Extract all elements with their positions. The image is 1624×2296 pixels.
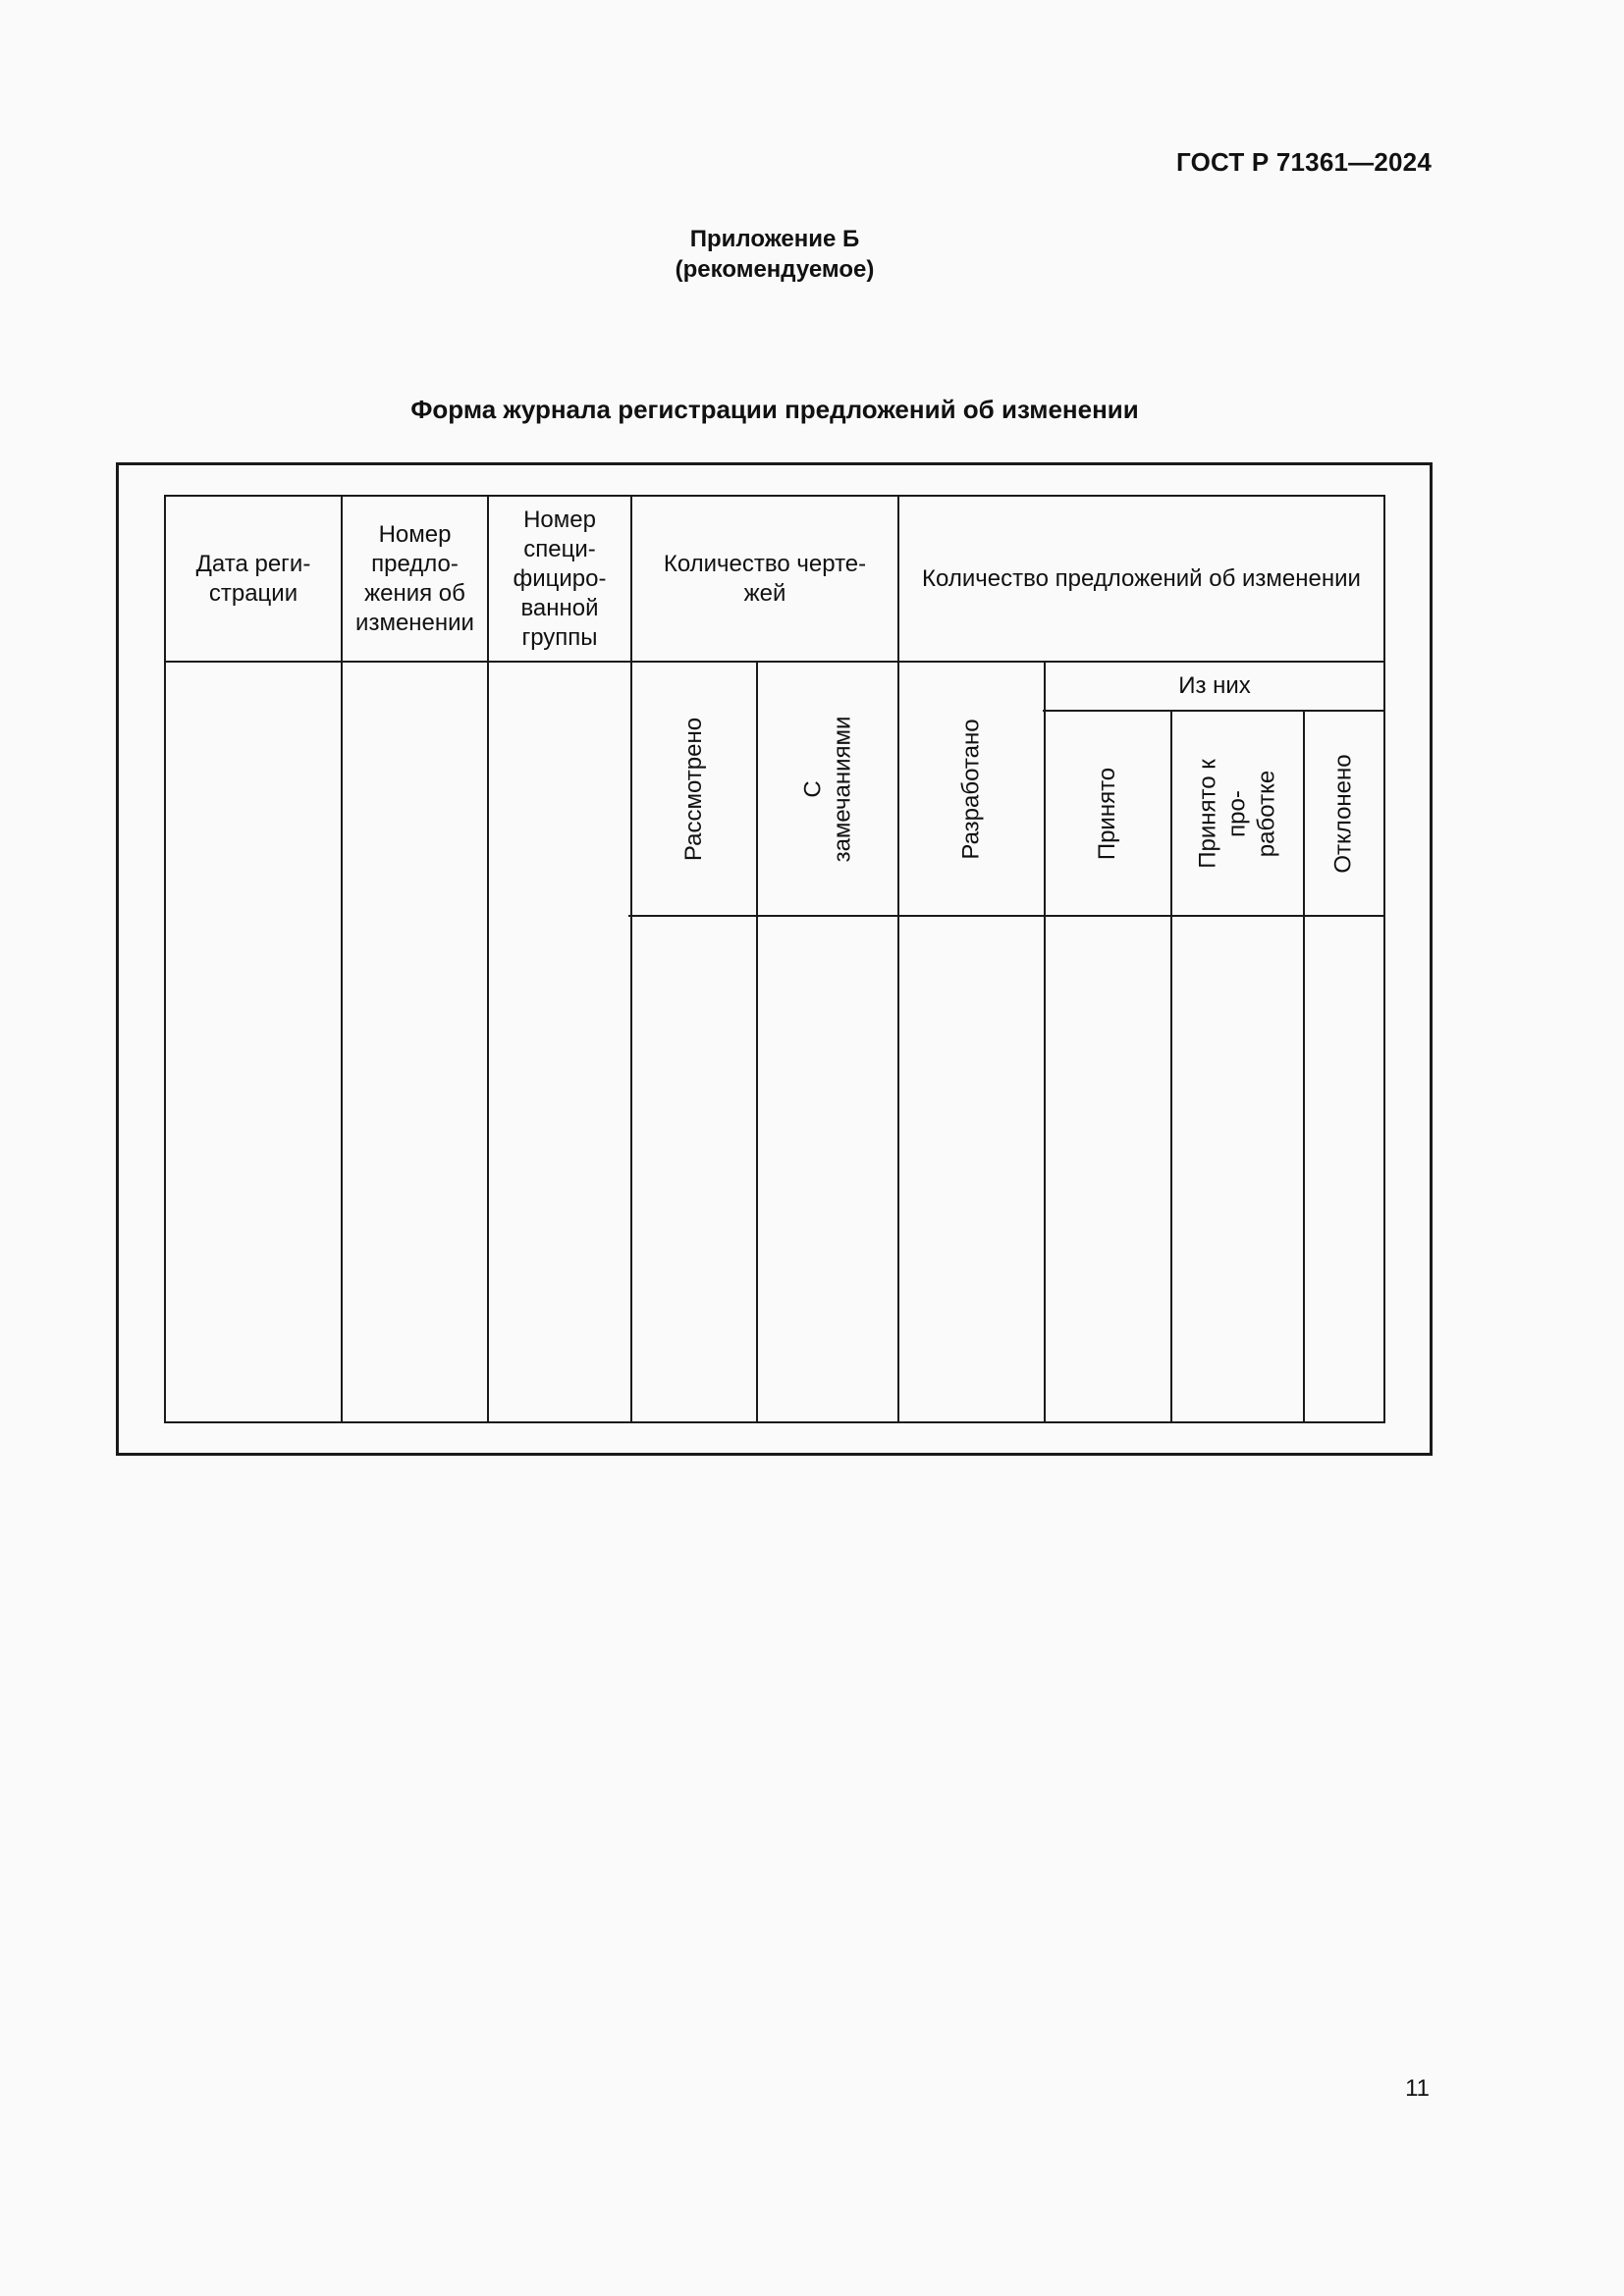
registration-table bbox=[164, 495, 1385, 1423]
form-title: Форма журнала регистрации предложений об изменении bbox=[410, 395, 1139, 424]
subheader-accepted-label: Принято bbox=[1094, 767, 1121, 860]
header-proposal-number: Номер предло- жения об изменении bbox=[355, 520, 474, 636]
table-border-right bbox=[1383, 495, 1385, 1423]
subheader-with-remarks-label: С замечаниями bbox=[799, 716, 856, 862]
appendix-heading bbox=[0, 224, 1549, 285]
subheader-accepted-for-revision bbox=[1172, 712, 1303, 915]
table-border-bottom bbox=[164, 1421, 1385, 1423]
header-drawings-count: Количество черте- жей bbox=[663, 550, 867, 607]
subheader-rule bbox=[628, 915, 1385, 917]
document-id: ГОСТ Р 71361—2024 bbox=[1176, 147, 1432, 177]
appendix-title: Приложение Б bbox=[689, 226, 860, 252]
subheader-rejected-label: Отклонено bbox=[1330, 753, 1358, 874]
subheader-accepted-for-revision-label: Принято к про- работке bbox=[1194, 758, 1280, 869]
appendix-note: (рекомендуемое) bbox=[675, 256, 875, 283]
header-registration-date: Дата реги- страции bbox=[195, 550, 311, 607]
subheader-with-remarks bbox=[758, 663, 897, 915]
header-proposals-count: Количество предложений об изменении bbox=[922, 564, 1361, 592]
subheader-reviewed bbox=[632, 663, 756, 915]
subheader-developed bbox=[899, 663, 1044, 915]
subheader-reviewed-label: Рассмотрено bbox=[680, 717, 708, 861]
subheader-developed-label: Разработано bbox=[957, 718, 985, 860]
header-of-them: Из них bbox=[1178, 672, 1251, 699]
page-number: 11 bbox=[1405, 2075, 1430, 2102]
header-spec-group-number: Номер специ- фициро- ванной группы bbox=[513, 506, 607, 651]
subheader-accepted bbox=[1046, 712, 1170, 915]
subheader-rejected bbox=[1305, 712, 1383, 915]
